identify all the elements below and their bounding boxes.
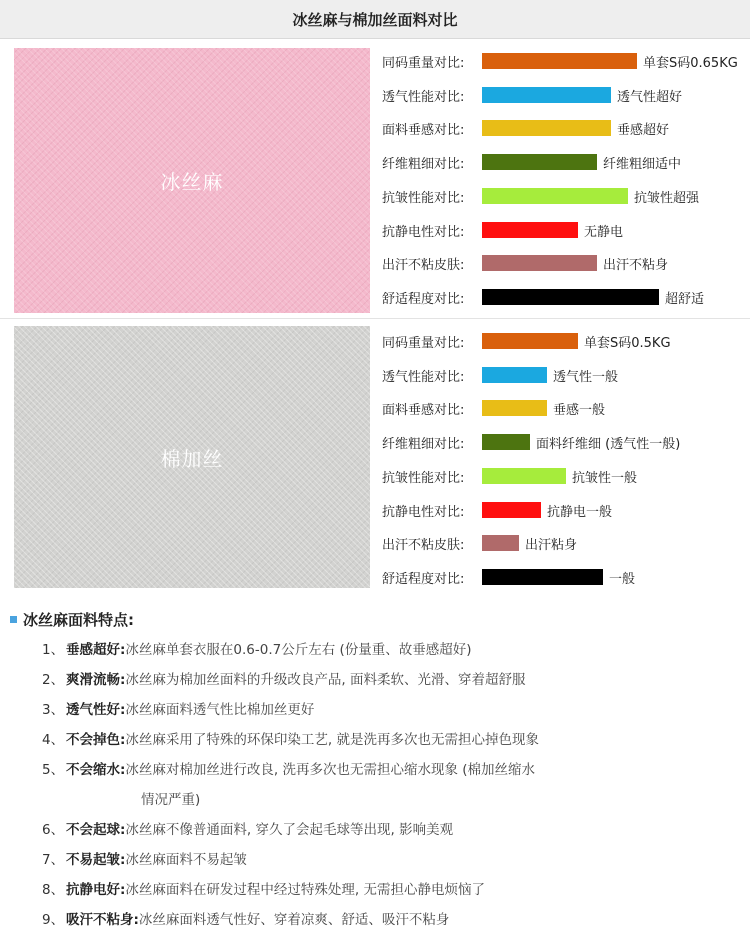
- compare-row: [382, 186, 699, 206]
- compare-label: 抗皱性能对比:: [382, 470, 465, 486]
- compare-value: 一般: [609, 571, 636, 587]
- compare-label: 抗皱性能对比:: [382, 190, 465, 206]
- compare-bar: [482, 400, 547, 416]
- compare-value: 出汗粘身: [525, 537, 578, 553]
- compare-row: [382, 220, 623, 240]
- compare-row: [382, 365, 618, 385]
- feature-item: [42, 697, 314, 719]
- fabric-swatch-cotton-silk: [14, 326, 370, 588]
- compare-row: [382, 85, 682, 105]
- compare-bar: [482, 434, 530, 450]
- feature-key: 爽滑流畅:: [66, 672, 126, 688]
- compare-value: 垂感一般: [553, 402, 606, 418]
- compare-bar: [482, 188, 628, 204]
- compare-bar: [482, 468, 566, 484]
- feature-key: 垂感超好:: [66, 642, 126, 658]
- compare-row: [382, 287, 704, 307]
- compare-bar: [482, 289, 659, 305]
- feature-desc-continued: 情况严重): [141, 792, 201, 808]
- compare-row: [382, 567, 635, 587]
- feature-number: 6、: [42, 822, 65, 838]
- compare-row: [382, 466, 637, 486]
- compare-label: 抗静电性对比:: [382, 504, 465, 520]
- compare-bar: [482, 569, 603, 585]
- feature-key: 吸汗不粘身:: [66, 912, 139, 928]
- compare-label: 出汗不粘皮肤:: [382, 257, 465, 273]
- feature-number: 5、: [42, 762, 65, 778]
- feature-item: [42, 907, 449, 929]
- feature-key: 不会缩水:: [66, 762, 126, 778]
- feature-number: 4、: [42, 732, 65, 748]
- feature-desc: 冰丝麻采用了特殊的环保印染工艺, 就是洗再多次也无需担心掉色现象: [125, 732, 539, 748]
- compare-value: 透气性超好: [617, 89, 683, 105]
- compare-label: 抗静电性对比:: [382, 224, 465, 240]
- compare-value: 透气性一般: [553, 369, 619, 385]
- compare-value: 抗皱性一般: [572, 470, 638, 486]
- compare-label: 纤维粗细对比:: [382, 156, 465, 172]
- feature-desc: 冰丝麻为棉加丝面料的升级改良产品, 面料柔软、光滑、穿着超舒服: [125, 672, 526, 688]
- compare-value: 抗皱性超强: [634, 190, 700, 206]
- feature-desc: 冰丝麻面料透气性好、穿着凉爽、舒适、吸汗不粘身: [138, 912, 450, 928]
- compare-label: 舒适程度对比:: [382, 571, 465, 587]
- features-title: [10, 608, 134, 630]
- feature-desc: 冰丝麻不像普通面料, 穿久了会起毛球等出现, 影响美观: [125, 822, 454, 838]
- compare-value: 垂感超好: [617, 122, 670, 138]
- feature-desc: 冰丝麻面料不易起皱: [125, 852, 247, 868]
- compare-value: 出汗不粘身: [603, 257, 669, 273]
- page-title-bar: [0, 0, 750, 39]
- fabric-name: 冰丝麻: [160, 170, 224, 194]
- feature-key: 不会起球:: [66, 822, 126, 838]
- compare-bar: [482, 222, 578, 238]
- compare-bar: [482, 502, 541, 518]
- feature-number: 9、: [42, 912, 65, 928]
- bullet-square-icon: [10, 616, 17, 623]
- compare-bar: [482, 87, 611, 103]
- feature-item: [42, 847, 247, 869]
- compare-value: 纤维粗细适中: [603, 156, 682, 172]
- feature-key: 透气性好:: [66, 702, 126, 718]
- features-title-text: 冰丝麻面料特点:: [23, 610, 134, 629]
- compare-row: [382, 152, 681, 172]
- fabric-name: 棉加丝: [160, 446, 224, 471]
- compare-label: 出汗不粘皮肤:: [382, 537, 465, 553]
- feature-item: [42, 757, 535, 779]
- compare-row: [382, 51, 738, 71]
- compare-row: [382, 533, 577, 553]
- compare-bar: [482, 154, 597, 170]
- feature-key: 抗静电好:: [66, 882, 126, 898]
- feature-number: 8、: [42, 882, 65, 898]
- compare-row: [382, 118, 669, 138]
- fabric-swatch-icesilk: [14, 48, 370, 313]
- page-title: 冰丝麻与棉加丝面料对比: [292, 10, 458, 29]
- compare-label: 面料垂感对比:: [382, 402, 465, 418]
- compare-label: 纤维粗细对比:: [382, 436, 465, 452]
- compare-row: [382, 331, 671, 351]
- fabric-section-icesilk: [0, 38, 750, 318]
- compare-bar: [482, 367, 547, 383]
- compare-bar: [482, 53, 637, 69]
- compare-value: 超舒适: [665, 291, 705, 307]
- feature-number: 2、: [42, 672, 65, 688]
- feature-desc: 冰丝麻单套衣服在0.6-0.7公斤左右 (份量重、故垂感超好): [125, 642, 472, 658]
- fabric-section-cotton-silk: [0, 319, 750, 595]
- compare-row: [382, 253, 668, 273]
- compare-value: 抗静电一般: [547, 504, 613, 520]
- compare-value: 单套S码0.5KG: [584, 335, 671, 351]
- feature-desc: 冰丝麻对棉加丝进行改良, 洗再多次也无需担心缩水现象 (棉加丝缩水: [125, 762, 536, 778]
- feature-key: 不易起皱:: [66, 852, 126, 868]
- feature-item: [42, 877, 485, 899]
- compare-bar: [482, 120, 611, 136]
- feature-desc: 冰丝麻面料透气性比棉加丝更好: [125, 702, 315, 718]
- compare-label: 舒适程度对比:: [382, 291, 465, 307]
- feature-number: 7、: [42, 852, 65, 868]
- compare-value: 单套S码0.65KG: [643, 55, 738, 71]
- compare-label: 透气性能对比:: [382, 89, 465, 105]
- compare-bar: [482, 255, 597, 271]
- compare-label: 透气性能对比:: [382, 369, 465, 385]
- feature-number: 3、: [42, 702, 65, 718]
- compare-value: 面料纤维细 (透气性一般): [536, 436, 681, 452]
- feature-item: [42, 727, 539, 749]
- compare-bar: [482, 333, 578, 349]
- compare-label: 面料垂感对比:: [382, 122, 465, 138]
- compare-row: [382, 500, 612, 520]
- compare-row: [382, 398, 605, 418]
- feature-number: 1、: [42, 642, 65, 658]
- feature-item: [42, 817, 453, 839]
- compare-bar: [482, 535, 519, 551]
- feature-item: [42, 667, 526, 689]
- compare-row: [382, 432, 680, 452]
- compare-label: 同码重量对比:: [382, 55, 465, 71]
- compare-value: 无静电: [584, 224, 624, 240]
- feature-desc: 冰丝麻面料在研发过程中经过特殊处理, 无需担心静电烦恼了: [125, 882, 485, 898]
- compare-label: 同码重量对比:: [382, 335, 465, 351]
- feature-key: 不会掉色:: [66, 732, 126, 748]
- feature-item: [42, 637, 472, 659]
